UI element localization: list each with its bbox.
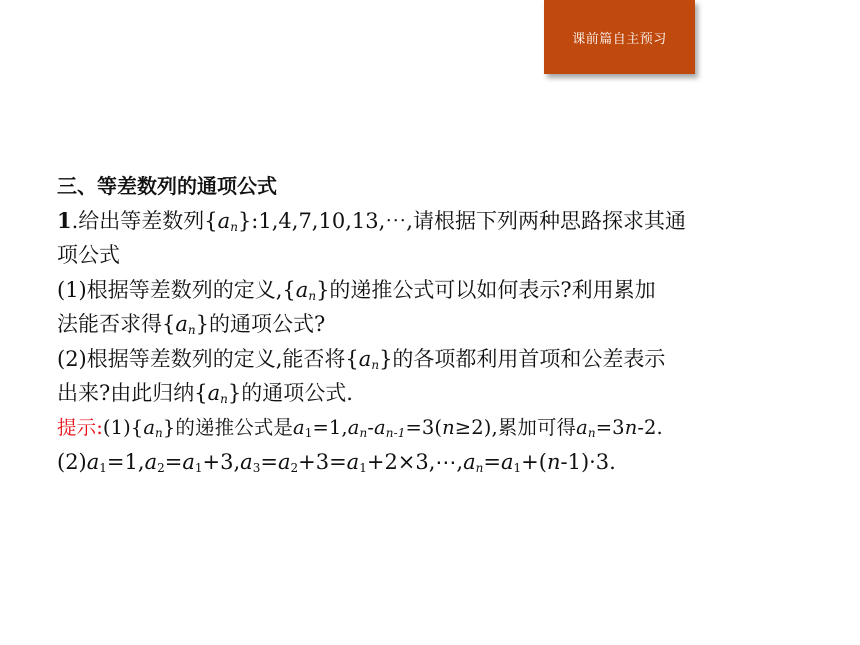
math-sub: n	[155, 425, 163, 440]
section-tab-badge[interactable]	[544, 0, 695, 74]
hint-text: =1,	[312, 415, 348, 439]
hint-text: (2)	[57, 450, 87, 474]
math-sub: n-1	[385, 425, 406, 440]
math-sub: 2	[157, 461, 165, 475]
question-1-1-line-1	[57, 273, 817, 308]
math-var: a	[463, 450, 476, 474]
question-1-2-line-1	[57, 342, 817, 377]
hint-text: }的递推公式是	[162, 415, 293, 439]
math-var: a	[143, 415, 156, 439]
hint-text: -1)·3.	[560, 450, 616, 474]
math-sub: n	[587, 425, 596, 440]
lesson-content	[57, 169, 817, 480]
math-var: a	[347, 415, 360, 439]
question-text: }的递推公式可以如何表示?利用累加	[316, 277, 656, 302]
math-sub: 3	[252, 461, 261, 475]
question-1-2-line-2	[57, 376, 817, 411]
math-var: n	[546, 450, 561, 474]
math-sub: 2	[290, 461, 299, 475]
math-sub: n	[187, 323, 196, 337]
question-text: (1)根据等差数列的定义,{	[57, 277, 296, 302]
math-sub: n	[230, 219, 238, 234]
question-text: }的通项公式?	[195, 312, 326, 336]
hint-line-1	[57, 411, 817, 446]
hint-text: (1){	[102, 415, 144, 439]
question-text: }:1,4,7,10,13,⋯,请根据下列两种思路探求其通	[237, 208, 686, 233]
hint-text: ≥2),累加可得	[454, 415, 577, 439]
math-var: a	[240, 450, 253, 474]
math-sub: n	[220, 392, 228, 406]
hint-label: 提示:	[57, 415, 103, 439]
math-sub: 1	[99, 461, 107, 475]
math-sub: 1	[513, 461, 522, 475]
question-text: }的各项都利用首项和公差表示	[379, 346, 666, 371]
math-var: a	[500, 450, 514, 474]
math-var: n	[624, 415, 638, 439]
math-sub: n	[359, 425, 368, 440]
math-var: a	[277, 450, 291, 474]
math-sub: 1	[304, 425, 313, 440]
question-number: 1	[57, 207, 72, 233]
math-var: n	[442, 415, 455, 439]
math-var: a	[358, 346, 372, 371]
question-text: (2)根据等差数列的定义,能否将{	[57, 346, 359, 371]
question-text: }的通项公式.	[227, 381, 353, 405]
hint-text: +3,	[202, 450, 241, 474]
question-1-line-2: 项公式	[57, 243, 120, 267]
math-var: a	[217, 208, 231, 233]
question-text: 法能否求得{	[57, 312, 176, 336]
hint-text: =1,	[106, 450, 145, 474]
hint-text: -	[367, 415, 375, 439]
question-text: .给出等差数列{	[71, 208, 218, 233]
hint-line-2	[57, 445, 817, 480]
hint-text: +(	[521, 450, 547, 474]
math-sub: 1	[359, 461, 367, 475]
math-var: a	[576, 415, 588, 439]
math-sub: 1	[194, 461, 203, 475]
math-sub: n	[308, 288, 317, 303]
section-tab-label: 课前篇自主预习	[572, 31, 667, 47]
math-var: a	[182, 450, 195, 474]
math-var: a	[293, 415, 305, 439]
math-var: a	[144, 450, 158, 474]
math-var: a	[207, 381, 221, 405]
hint-text: -2.	[637, 415, 663, 439]
question-1-1-line-2	[57, 307, 817, 342]
hint-text: =	[483, 450, 501, 474]
math-var: a	[86, 450, 100, 474]
math-var: a	[295, 277, 309, 302]
hint-text: =	[164, 450, 183, 474]
hint-text: =3	[595, 415, 625, 439]
hint-text: +2×3,⋯,	[366, 450, 464, 474]
section-heading: 三、等差数列的通项公式	[57, 174, 277, 198]
question-text: 出来?由此归纳{	[57, 381, 208, 405]
question-1-line-1	[57, 204, 817, 239]
math-var: a	[374, 415, 386, 439]
math-var: a	[346, 450, 360, 474]
hint-text: =	[260, 450, 278, 474]
hint-text: =3(	[405, 415, 443, 439]
math-var: a	[175, 312, 188, 336]
hint-text: +3=	[298, 450, 347, 474]
math-sub: n	[371, 357, 380, 372]
math-sub: n	[475, 461, 484, 475]
